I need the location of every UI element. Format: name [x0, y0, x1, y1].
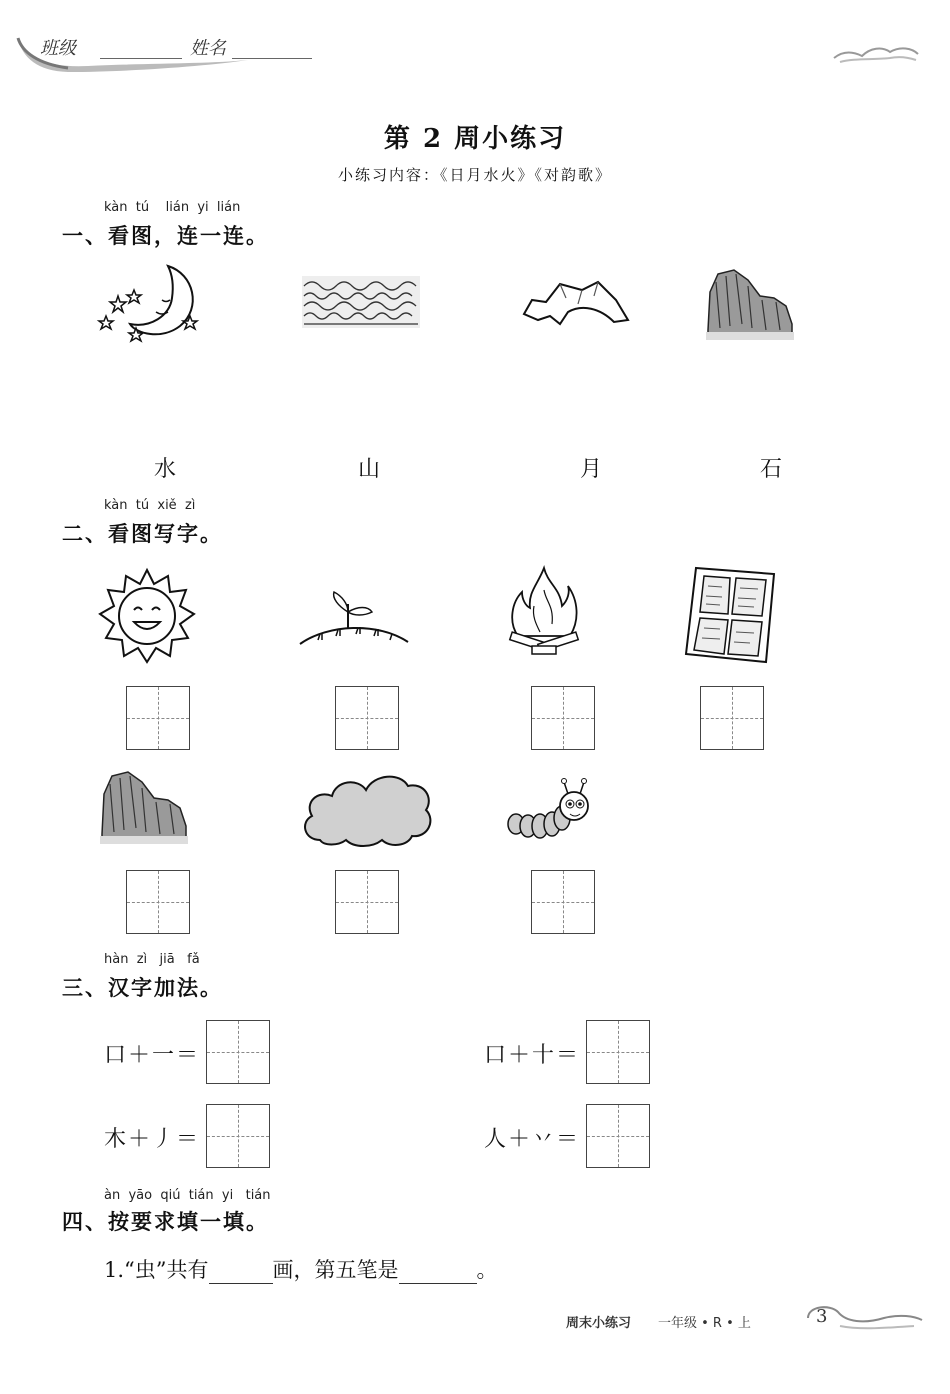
write-box-fire[interactable]	[531, 686, 595, 750]
section1-pinyin: kàn tú lián yi lián	[104, 200, 241, 215]
answer-box-3[interactable]	[206, 1104, 270, 1168]
stone-rock-image-2	[98, 770, 188, 844]
connect-char-stone[interactable]: 石	[760, 457, 783, 482]
question-1	[104, 1254, 498, 1284]
answer-box-2[interactable]	[586, 1020, 650, 1084]
cloud-image	[300, 768, 436, 848]
section3-pinyin: hàn zì jiā fǎ	[104, 952, 200, 967]
connect-char-mountain[interactable]: 山	[358, 457, 381, 482]
equation-4: 人＋丷＝	[484, 1127, 581, 1152]
section2-heading: 二、看图写字。	[62, 522, 223, 546]
campfire-image	[504, 566, 584, 664]
field-plots-image	[682, 564, 778, 668]
write-box-sun[interactable]	[126, 686, 190, 750]
section1-heading: 一、看图，连一连。	[62, 224, 269, 248]
question-1-part-c: 。	[476, 1258, 498, 1282]
class-label: 班级	[40, 38, 76, 59]
section4-heading: 四、按要求填一填。	[62, 1210, 269, 1234]
section3-heading: 三、汉字加法。	[62, 976, 223, 1000]
write-box-bug[interactable]	[531, 870, 595, 934]
fifth-stroke-blank[interactable]	[399, 1257, 477, 1284]
write-box-field[interactable]	[335, 686, 399, 750]
name-blank[interactable]	[232, 58, 312, 59]
connect-char-water[interactable]: 水	[154, 457, 177, 482]
equation-2: 口＋十＝	[484, 1043, 581, 1068]
water-waves-image[interactable]	[302, 276, 420, 328]
sun-image	[98, 568, 196, 664]
equation-1: 口＋一＝	[104, 1043, 201, 1068]
mountain-image[interactable]	[520, 278, 630, 328]
moon-stars-image[interactable]	[96, 262, 206, 344]
write-box-cloud[interactable]	[335, 870, 399, 934]
page-title: 第 2 周小练习	[383, 124, 567, 154]
question-1-part-b: 画，第五笔是	[272, 1258, 399, 1282]
answer-box-1[interactable]	[206, 1020, 270, 1084]
equation-3: 木＋丿＝	[104, 1127, 201, 1152]
cloud-decoration-top	[830, 38, 920, 68]
section4-pinyin: àn yāo qiú tián yi tián	[104, 1188, 271, 1203]
section2-pinyin: kàn tú xiě zì	[104, 498, 196, 513]
stroke-count-blank[interactable]	[209, 1257, 273, 1284]
page-subtitle: 小练习内容：《日月水火》《对韵歌》	[337, 166, 612, 184]
footer-grade: 一年级 • R • 上	[658, 1316, 751, 1331]
write-box-stone[interactable]	[126, 870, 190, 934]
question-1-part-a: 1.“虫”共有	[104, 1258, 209, 1282]
answer-box-4[interactable]	[586, 1104, 650, 1168]
footer-book-title: 周末小练习	[566, 1316, 632, 1331]
class-blank[interactable]	[100, 58, 182, 59]
stone-rock-image[interactable]	[704, 268, 794, 340]
connect-char-moon[interactable]: 月	[580, 457, 603, 482]
sprout-field-image	[298, 584, 410, 648]
write-box-plots[interactable]	[700, 686, 764, 750]
name-label: 姓名	[190, 38, 226, 59]
caterpillar-image	[504, 776, 600, 848]
page-number: 3	[816, 1306, 828, 1327]
